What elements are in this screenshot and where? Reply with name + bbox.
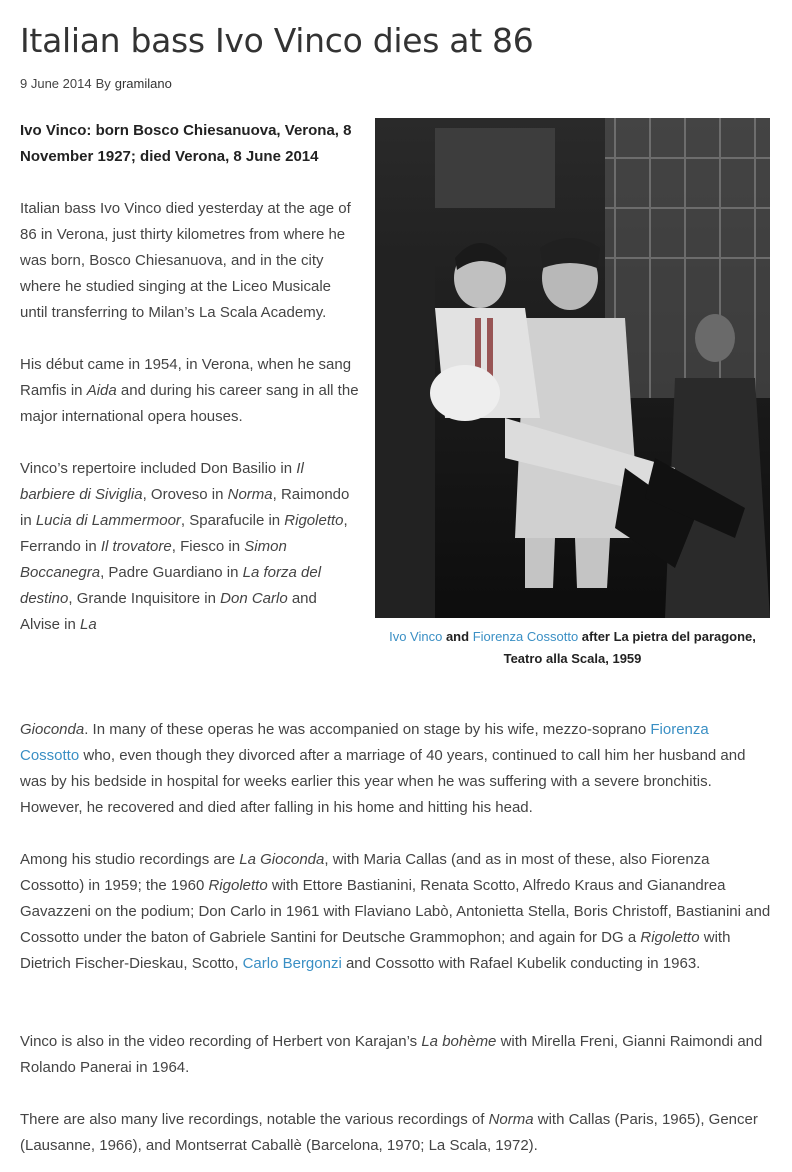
opera-title: La bohème [421, 1033, 497, 1050]
paragraph-5 [20, 1029, 772, 1081]
text-span: Vinco’s repertoire included Don Basilio in [20, 460, 297, 477]
text-span: . In many of these operas he was accompanied on stage by his wife, mezzo-soprano [84, 721, 651, 738]
photo-illustration [375, 118, 770, 618]
opera-title: Rigoletto [640, 929, 700, 946]
opera-title: Aida [86, 382, 117, 399]
text-span: Among his studio recordings are [20, 851, 240, 868]
photo-caption [375, 626, 770, 670]
caption-ivo-vinco-link[interactable]: Ivo Vinco [389, 629, 443, 644]
opera-title: Norma [227, 486, 273, 503]
text-span: with Ettore Bastianini, Renata Scotto, Alfredo Kraus and Gianandrea Gavazzeni on the podium; Don Carlo in 1961 with Flaviano Labò, Antonietta Stella, Boris Christoff, Bastianini and Cossotto under the baton of Gabriele Santini for Deutsche Grammophon; and again for DG a [20, 877, 771, 946]
text-span: with Mirella Freni, Gianni Raimondi and Rolando Panerai in 1964. [20, 1033, 763, 1076]
text-span: His début came in 1954, in Verona, when he sang Ramfis in [20, 356, 352, 399]
opera-title: Simon Boccanegra [20, 538, 287, 581]
text-span: , Sparafucile in [180, 512, 285, 529]
opera-title: Rigoletto [208, 877, 268, 894]
text-span: , Grande Inquisitore in [68, 590, 221, 607]
caption-fiorenza-cossotto-link[interactable]: Fiorenza Cossotto [472, 629, 579, 644]
text-span: , Fiesco in [171, 538, 245, 555]
text-span: , Padre Guardiano in [100, 564, 243, 581]
opera-title: Il trovatore [100, 538, 172, 555]
paragraph-3-part [20, 456, 360, 638]
post-meta [20, 76, 172, 91]
text-span: There are also many live recordings, notable the various recordings of [20, 1111, 489, 1128]
opera-title: Il barbiere di Siviglia [20, 460, 304, 503]
text-span: and Cossotto with Rafael Kubelik conducting in 1963. [341, 955, 701, 972]
article-photo [375, 118, 770, 618]
paragraph-1: Italian bass Ivo Vinco died yesterday at the age of 86 in Verona, just thirty kilometres from where he was born, Bosco Chiesanuova, and in the city where he studied singing at the Liceo Musicale until transferring to Milan’s La Scala Academy. [20, 200, 351, 321]
opera-title: Norma [488, 1111, 534, 1128]
text-span: with Callas (Paris, 1965), Gencer (Lausanne, 1966), and Montserrat Caballè (Barcelona, 1970; La Scala, 1972). [20, 1111, 758, 1154]
paragraph-3-continued [20, 717, 772, 821]
post-author[interactable]: gramilano [114, 76, 172, 91]
carlo-bergonzi-link[interactable]: Carlo Bergonzi [242, 955, 342, 972]
text-span: , with Maria Callas (and as in most of these, also Fiorenza Cossotto) in 1959; the 1960 [20, 851, 710, 894]
post-date[interactable]: 9 June 2014 [20, 76, 92, 91]
paragraph-2 [20, 352, 360, 430]
fiorenza-cossotto-link[interactable]: Fiorenza Cossotto [20, 721, 709, 764]
opera-title: La Gioconda [239, 851, 325, 868]
text-span: and during his career sang in all the major international opera houses. [20, 382, 359, 425]
text-span: who, even though they divorced after a marriage of 40 years, continued to call him her husband and was by his bedside in hospital for weeks earlier this year when he was suffering with a severe bronchitis. However, he recovered and died after falling in his home and hitting his head. [20, 747, 746, 816]
text-span: and Alvise in [20, 590, 317, 633]
opera-title: Lucia di Lammermoor [35, 512, 181, 529]
lead-paragraph: Ivo Vinco: born Bosco Chiesanuova, Verona, 8 November 1927; died Verona, 8 June 2014 [20, 122, 352, 165]
text-span: Vinco is also in the video recording of Herbert von Karajan’s [20, 1033, 422, 1050]
caption-text: after La pietra del paragone, Teatro alla Scala, 1959 [503, 629, 756, 666]
text-column [20, 118, 360, 638]
paragraph-6 [20, 1107, 772, 1159]
opera-title: La [80, 616, 97, 633]
opera-title: Don Carlo [220, 590, 288, 607]
text-span: , Ferrando in [20, 512, 348, 555]
opera-title: Rigoletto [284, 512, 344, 529]
text-span: , Oroveso in [142, 486, 228, 503]
text-span: , Raimondo in [20, 486, 350, 529]
caption-text: and [442, 629, 473, 644]
text-span: with Dietrich Fischer-Dieskau, Scotto, [20, 929, 731, 972]
paragraph-4 [20, 847, 772, 977]
opera-title: La forza del destino [20, 564, 322, 607]
by-label: By [95, 76, 111, 91]
article-title: Italian bass Ivo Vinco dies at 86 [20, 21, 534, 60]
opera-title: Gioconda [20, 721, 85, 738]
